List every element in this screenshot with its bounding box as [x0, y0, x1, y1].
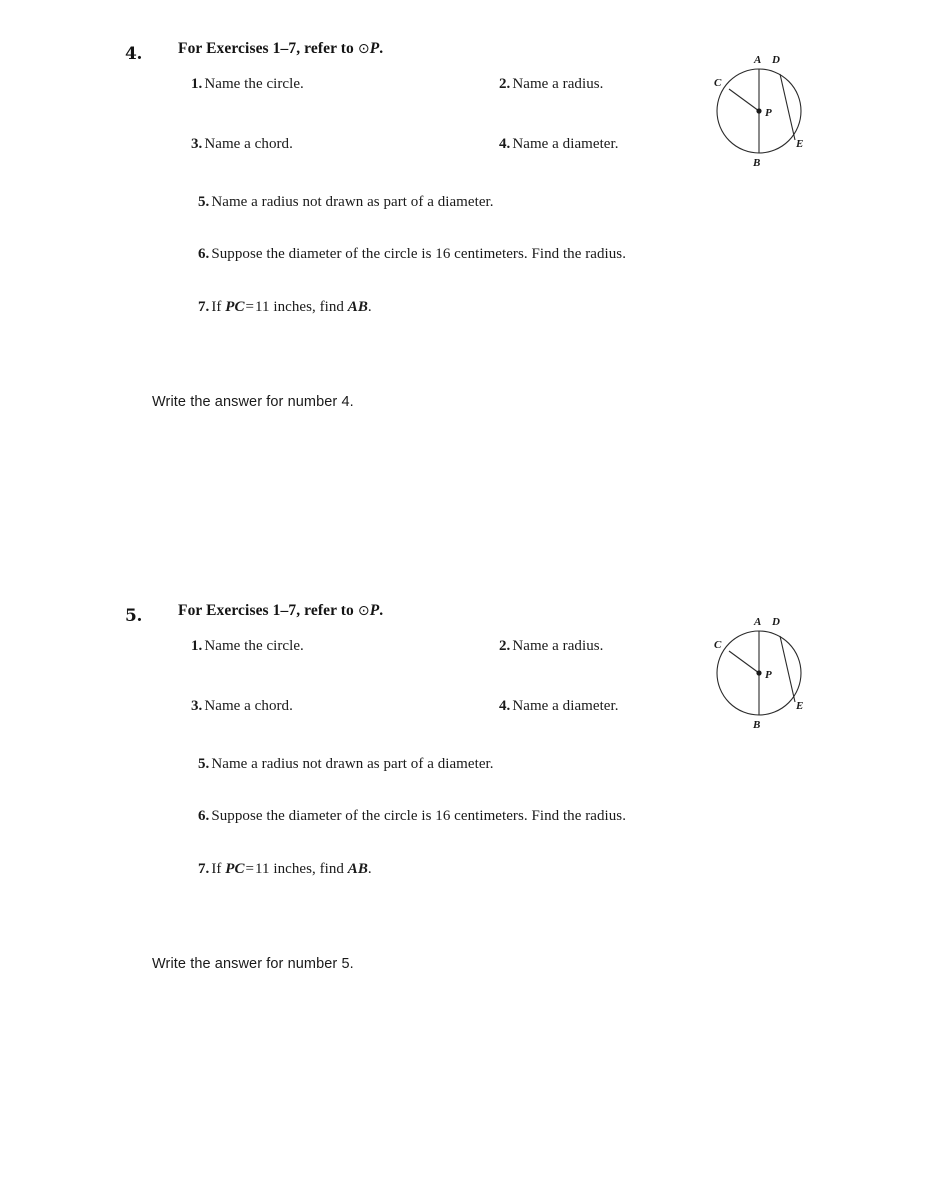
chord-de-line: [780, 636, 795, 702]
answer-prompt: Write the answer for number 4.: [152, 394, 354, 410]
exercise-text: Name a radius not drawn as part of a diameter.: [211, 194, 494, 210]
block-number: 5.: [125, 606, 143, 626]
center-point-dot: [756, 108, 761, 113]
exercise-grid: [178, 638, 738, 756]
exercise-value: 11 inches, find: [255, 861, 348, 877]
exercise-item-7: [198, 299, 758, 316]
label-c: C: [714, 639, 722, 651]
label-c: C: [714, 77, 722, 89]
exercise-text: Name a diameter.: [512, 136, 619, 152]
circle-diagram: [704, 44, 814, 169]
exercise-number: 5.: [198, 194, 210, 210]
exercise-grid: [178, 76, 738, 194]
equals-sign: =: [245, 299, 255, 315]
block-body: [178, 40, 738, 316]
exercise-end: .: [367, 299, 372, 315]
exercise-lead: If: [211, 299, 226, 315]
label-d: D: [772, 54, 780, 66]
block-header-lead: For Exercises 1–7, refer to: [178, 602, 358, 619]
exercise-text: Name a chord.: [204, 698, 293, 714]
exercise-item-1: [191, 638, 304, 655]
circle-dot-icon: ⊙: [357, 40, 370, 57]
equals-sign: =: [245, 861, 255, 877]
exercise-number: 5.: [198, 756, 210, 772]
label-d: D: [772, 616, 780, 628]
exercise-item-7: [198, 861, 758, 878]
exercise-item-2: [499, 76, 603, 93]
exercise-text: Suppose the diameter of the circle is 16 centimeters. Find the radius.: [211, 246, 626, 262]
label-e: E: [796, 700, 804, 712]
label-b: B: [753, 719, 761, 731]
segment-ab: AB: [347, 299, 368, 315]
exercise-item-6: [198, 808, 758, 825]
chord-de-line: [780, 74, 795, 140]
exercise-item-1: [191, 76, 304, 93]
exercise-text: Name the circle.: [204, 638, 304, 654]
exercise-text: Name a radius.: [512, 638, 604, 654]
segment-pc: PC: [225, 299, 245, 315]
exercise-text: Name the circle.: [204, 76, 304, 92]
exercise-text: Name a diameter.: [512, 698, 619, 714]
label-p: P: [765, 107, 772, 119]
exercise-number: 4.: [499, 698, 511, 714]
block-header-end: .: [379, 602, 384, 619]
exercise-item-5: [198, 756, 758, 773]
block-header-end: .: [379, 40, 384, 57]
block-body: [178, 602, 738, 878]
exercise-item-3: [191, 136, 293, 153]
label-p: P: [765, 669, 772, 681]
exercise-end: .: [367, 861, 372, 877]
block-header-lead: For Exercises 1–7, refer to: [178, 40, 358, 57]
exercise-number: 1.: [191, 76, 203, 92]
exercise-number: 7.: [198, 861, 210, 877]
label-e: E: [796, 138, 804, 150]
exercise-item-2: [499, 638, 603, 655]
exercise-number: 2.: [499, 638, 511, 654]
exercise-item-5: [198, 194, 758, 211]
circle-dot-icon: ⊙: [357, 602, 370, 619]
exercise-item-3: [191, 698, 293, 715]
block-header: [178, 602, 738, 620]
label-a: A: [754, 616, 762, 628]
circle-diagram: [704, 606, 814, 731]
exercise-number: 3.: [191, 136, 203, 152]
exercise-number: 3.: [191, 698, 203, 714]
exercise-text: Name a radius not drawn as part of a diameter.: [211, 756, 494, 772]
block-number: 4.: [125, 44, 143, 64]
radius-pc-line: [729, 89, 759, 111]
exercise-number: 6.: [198, 246, 210, 262]
exercise-item-4: [499, 698, 619, 715]
center-point-dot: [756, 670, 761, 675]
answer-prompt: Write the answer for number 5.: [152, 956, 354, 972]
segment-ab: AB: [347, 861, 368, 877]
exercise-number: 2.: [499, 76, 511, 92]
exercise-text: Name a radius.: [512, 76, 604, 92]
exercise-value: 11 inches, find: [255, 299, 348, 315]
circle-diagram-svg: [704, 606, 814, 731]
exercise-number: 7.: [198, 299, 210, 315]
exercise-number: 6.: [198, 808, 210, 824]
circle-diagram-svg: [704, 44, 814, 169]
exercise-lead: If: [211, 861, 226, 877]
label-b: B: [753, 157, 761, 169]
segment-pc: PC: [225, 861, 245, 877]
block-header: [178, 40, 738, 58]
exercise-item-4: [499, 136, 619, 153]
exercise-text: Suppose the diameter of the circle is 16 centimeters. Find the radius.: [211, 808, 626, 824]
exercise-number: 4.: [499, 136, 511, 152]
label-a: A: [754, 54, 762, 66]
radius-pc-line: [729, 651, 759, 673]
exercise-number: 1.: [191, 638, 203, 654]
exercise-text: Name a chord.: [204, 136, 293, 152]
block-header-point: P: [369, 40, 380, 57]
block-header-point: P: [369, 602, 380, 619]
exercise-item-6: [198, 246, 758, 263]
